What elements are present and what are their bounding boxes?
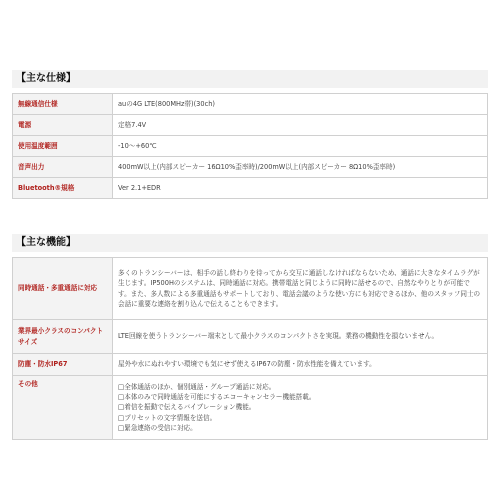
spec-label: Bluetooth®規格 <box>13 178 113 199</box>
feature-label: 防塵・防水IP67 <box>13 354 113 376</box>
list-item: □着信を振動で伝えるバイブレーション機能。 <box>118 403 256 412</box>
specs-table <box>12 93 488 199</box>
feature-value: 多くのトランシーバーは、相手の話し終わりを待ってから交互に通話しなければならないため、通話に大きなタイムラグが生じます。IP500Hのシステムは、同時通話に対応。携帯電話と同じように同時に話せるので、自然なやりとりが可能です。また、多人数による多重通話もサポートしており、電話会議のような使い方にも対応できるほか、他のスタッフ同士の会話に重要な連絡を割り込んで伝えることもできます。 <box>113 258 488 320</box>
feature-value: 屋外や水にぬれやすい環境でも気にせず使えるIP67の防塵・防水性能を備えています。 <box>113 354 488 376</box>
list-item: □本体のみで同時通話を可能にするエコーキャンセラー機能搭載。 <box>118 393 316 402</box>
table-row <box>13 258 488 320</box>
feature-value: LTE回線を使うトランシーバー端末として最小クラスのコンパクトさを実現。業務の機動性を損ないません。 <box>113 320 488 354</box>
table-row <box>13 157 488 178</box>
feature-label: 同時通話・多重通話に対応 <box>13 258 113 320</box>
table-row <box>13 178 488 199</box>
table-row <box>13 320 488 354</box>
features-table <box>12 257 488 440</box>
spec-value: auの4G LTE(800MHz帯)(30ch) <box>113 94 488 115</box>
spec-label: 音声出力 <box>13 157 113 178</box>
spec-value: 定格7.4V <box>113 115 488 136</box>
table-row <box>13 136 488 157</box>
table-row <box>13 94 488 115</box>
feature-label: 業界最小クラスのコンパクトサイズ <box>13 320 113 354</box>
spec-label: 使用温度範囲 <box>13 136 113 157</box>
spec-label: 無線通信仕様 <box>13 94 113 115</box>
feature-label: その他 <box>13 376 113 440</box>
spec-label: 電源 <box>13 115 113 136</box>
specs-heading: 【主な仕様】 <box>12 70 488 88</box>
list-item: □緊急連絡の受信に対応。 <box>118 423 197 432</box>
table-row <box>13 115 488 136</box>
features-heading: 【主な機能】 <box>12 234 488 252</box>
table-row <box>13 354 488 376</box>
list-item: □プリセットの文字情報を送信。 <box>118 413 217 422</box>
spec-value: -10〜+60℃ <box>113 136 488 157</box>
feature-value-list <box>113 376 488 440</box>
table-row <box>13 376 488 440</box>
spec-value: 400mW以上(内部スピーカー 16Ω10%歪率時)/200mW以上(内部スピーカー 8Ω10%歪率時) <box>113 157 488 178</box>
list-item: □全体通話のほか、個別通話・グループ通話に対応。 <box>118 382 276 391</box>
spec-value: Ver 2.1+EDR <box>113 178 488 199</box>
